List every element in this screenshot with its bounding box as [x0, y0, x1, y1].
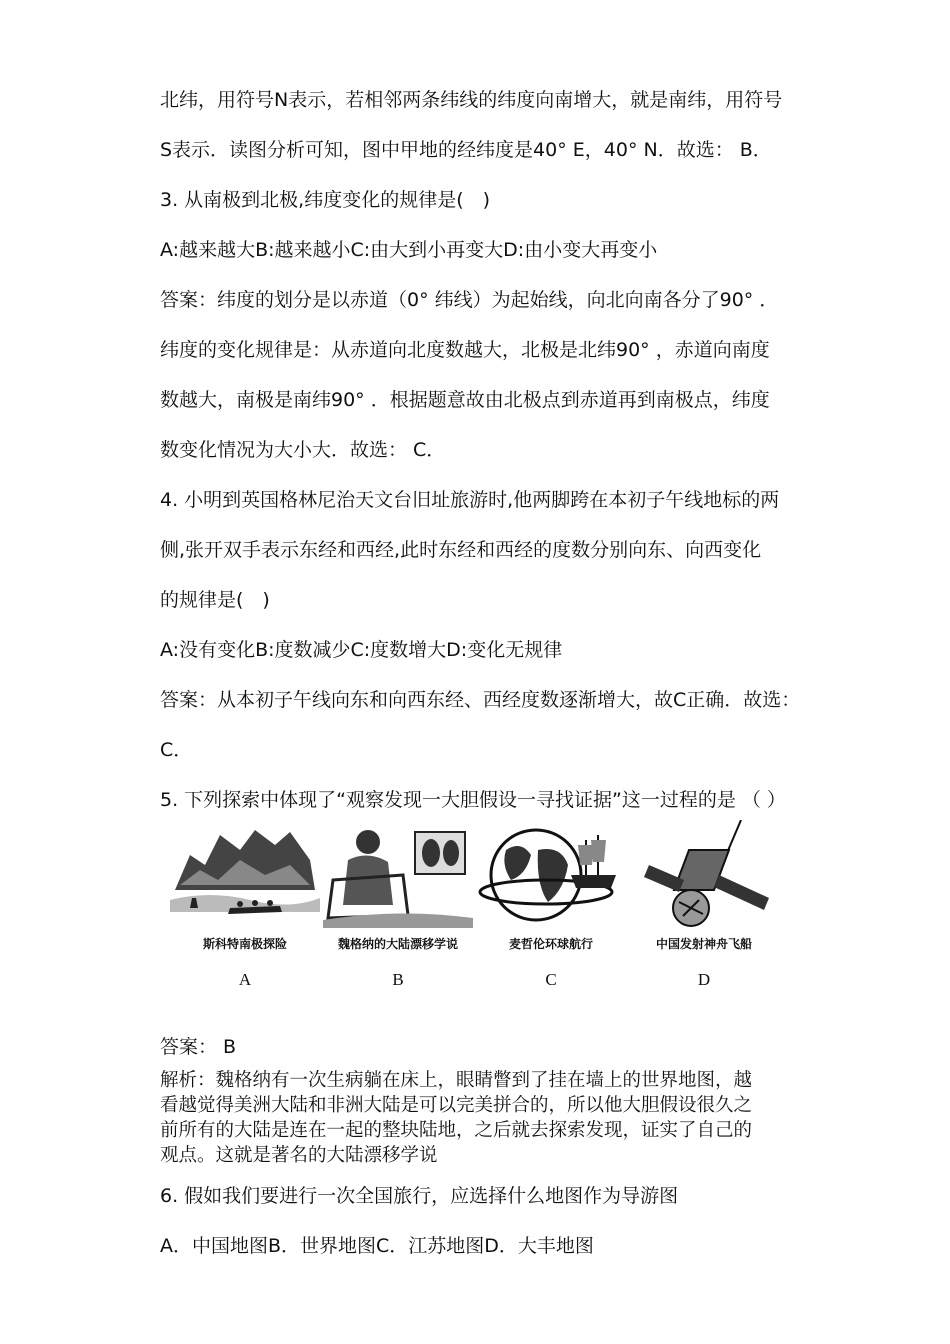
- answer-3-line: 答案：纬度的划分是以赤道（0° 纬线）为起始线，向北向南各分了90° ．: [160, 289, 779, 311]
- question-4: 的规律是( ): [160, 589, 270, 611]
- exploration-figure: [170, 820, 770, 1000]
- question-3: 3. 从南极到北极,纬度变化的规律是( ): [160, 189, 491, 211]
- magellan-voyage-illustration: [476, 820, 626, 930]
- figure-letter: C: [545, 970, 557, 989]
- figure-letter: D: [697, 970, 711, 989]
- analysis-5-line: 前所有的大陆是连在一起的整块陆地，之后就去探索发现，证实了自己的: [160, 1120, 753, 1141]
- figure-caption: 中国发射神舟飞船: [655, 937, 752, 951]
- text-line: 北纬，用符号N表示，若相邻两条纬线的纬度向南增大，就是南纬，用符号: [160, 89, 783, 111]
- figure-panel-d: [629, 820, 779, 1000]
- figure-caption: 麦哲伦环球航行: [508, 937, 593, 951]
- analysis-5-line: 解析：魏格纳有一次生病躺在床上，眼睛瞥到了挂在墙上的世界地图，越: [160, 1070, 753, 1091]
- answer-5: 答案： B: [160, 1036, 237, 1058]
- question-4-options: A:没有变化B:度数减少C:度数增大D:变化无规律: [160, 639, 563, 661]
- answer-3-line: 数越大，南极是南纬90° ．根据题意故由北极点到赤道再到南极点，纬度: [160, 389, 770, 411]
- figure-panel-c: [476, 820, 626, 1000]
- question-5: 5. 下列探索中体现了“观察发现一大胆假设一寻找证据”这一过程的是 （ ）: [160, 789, 786, 811]
- figure-letter: A: [238, 970, 252, 989]
- answer-4-line: 答案：从本初子午线向东和向西东经、西经度数逐渐增大，故C正确．故选：: [160, 689, 801, 711]
- question-4: 4. 小明到英国格林尼治天文台旧址旅游时,他两脚跨在本初子午线地标的两: [160, 489, 780, 511]
- shenzhou-spacecraft-illustration: [629, 820, 779, 930]
- answer-3-line: 纬度的变化规律是：从赤道向北度数越大，北极是北纬90° ，赤道向南度: [160, 339, 770, 361]
- figure-panel-a: [170, 820, 320, 1000]
- analysis-5-line: 观点。这就是著名的大陆漂移学说: [160, 1145, 438, 1166]
- question-6: 6. 假如我们要进行一次全国旅行，应选择什么地图作为导游图: [160, 1185, 679, 1207]
- wegener-illustration: [323, 820, 473, 930]
- question-4: 侧,张开双手表示东经和西经,此时东经和西经的度数分别向东、向西变化: [160, 539, 762, 561]
- text-line: S表示．读图分析可知，图中甲地的经纬度是40° E，40° N．故选： B．: [160, 139, 772, 161]
- figure-panel-b: [323, 820, 473, 1000]
- figure-caption: 斯科特南极探险: [202, 937, 287, 951]
- analysis-5-line: 看越觉得美洲大陆和非洲大陆是可以完美拼合的，所以他大胆假设很久之: [160, 1095, 753, 1116]
- figure-letter: B: [392, 970, 404, 989]
- question-3-options: A:越来越大B:越来越小C:由大到小再变大D:由小变大再变小: [160, 239, 658, 261]
- answer-4-line: C．: [160, 739, 193, 761]
- antarctic-expedition-illustration: [170, 820, 320, 930]
- question-6-options: A．中国地图B．世界地图C．江苏地图D．大丰地图: [160, 1235, 594, 1257]
- answer-3-line: 数变化情况为大小大．故选： C．: [160, 439, 446, 461]
- figure-caption: 魏格纳的大陆漂移学说: [337, 937, 458, 951]
